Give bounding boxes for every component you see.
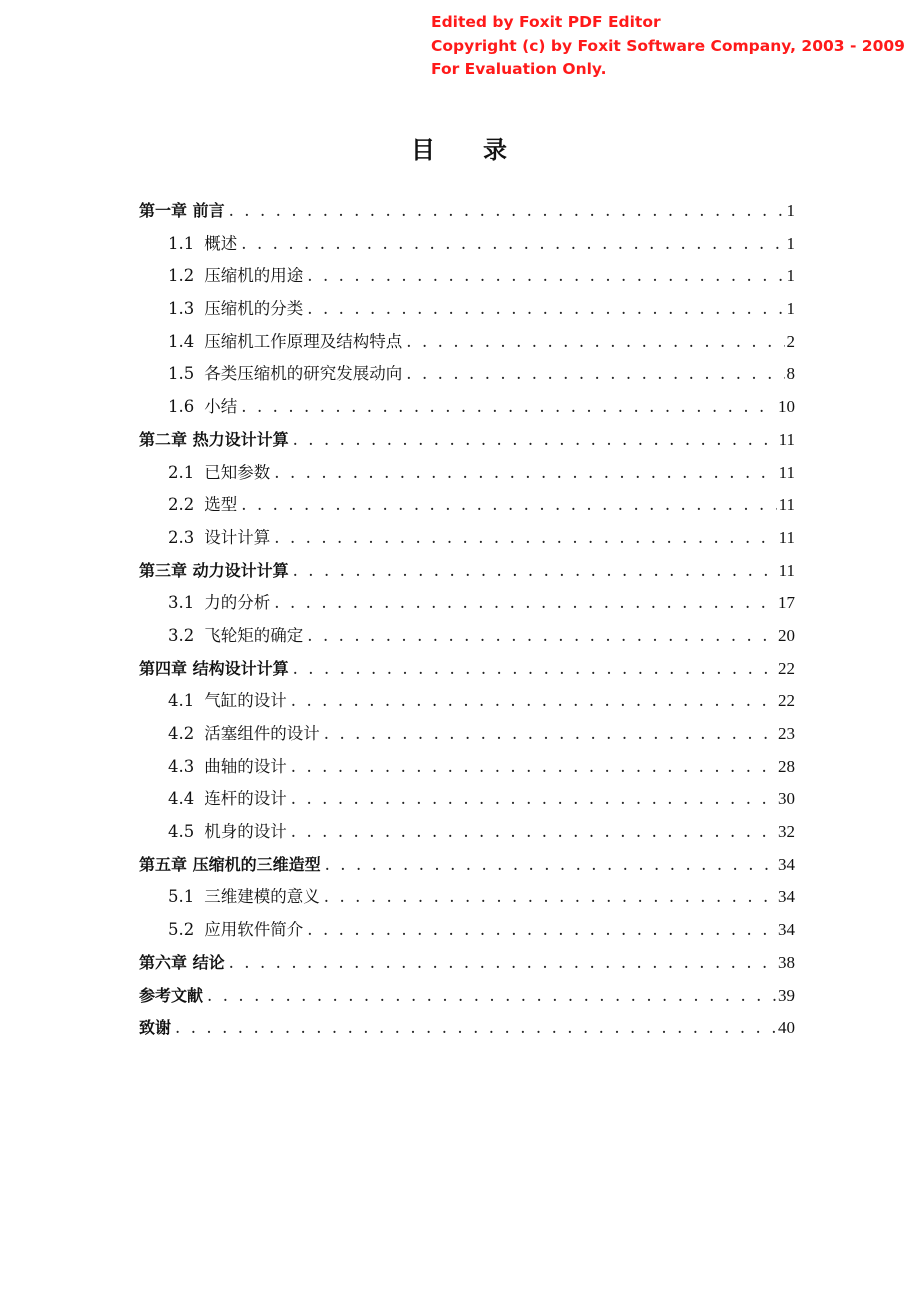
- toc-entry-number: 1.1: [168, 233, 195, 253]
- toc-entry-number: 1.4: [168, 331, 195, 351]
- toc-section-entry[interactable]: [139, 293, 795, 326]
- watermark-line: Edited by Foxit PDF Editor: [431, 13, 661, 31]
- title-char: 录: [483, 136, 509, 164]
- toc-dot-leader: [291, 816, 776, 849]
- toc-dot-leader: [291, 751, 776, 784]
- toc-page-number: 1: [786, 299, 795, 319]
- table-of-contents: [139, 195, 795, 1045]
- watermark-line: For Evaluation Only.: [431, 60, 607, 78]
- toc-dot-leader: [274, 587, 776, 620]
- toc-section-entry[interactable]: [139, 326, 795, 359]
- toc-dot-leader: [207, 980, 776, 1013]
- toc-dot-leader: [307, 914, 776, 947]
- toc-entry-number: 4.3: [168, 756, 195, 776]
- toc-dot-leader: [406, 358, 784, 391]
- toc-entry-label: 力的分析: [204, 593, 271, 613]
- toc-entry-number: 1.2: [168, 266, 195, 286]
- toc-entry-label: 参考文献: [139, 985, 204, 1005]
- toc-dot-leader: [175, 1012, 776, 1045]
- toc-entry-label: 压缩机的分类: [204, 299, 304, 319]
- toc-section-entry[interactable]: [139, 914, 795, 947]
- toc-entry-label: 选型: [204, 495, 238, 515]
- toc-section-entry[interactable]: [139, 751, 795, 784]
- toc-chapter-entry[interactable]: [139, 424, 795, 457]
- toc-page-number: 22: [778, 658, 795, 678]
- toc-dot-leader: [274, 457, 776, 490]
- toc-dot-leader: [229, 947, 776, 980]
- toc-entry-label: 第五章 压缩机的三维造型: [139, 854, 321, 874]
- toc-entry-number: 4.1: [168, 691, 195, 711]
- toc-entry-label: 活塞组件的设计: [204, 724, 320, 743]
- toc-entry-label: 曲轴的设计: [204, 756, 287, 776]
- toc-entry-label: 气缸的设计: [204, 691, 287, 711]
- toc-page-number: 28: [778, 756, 795, 776]
- toc-section-entry[interactable]: [139, 816, 795, 849]
- toc-dot-leader: [324, 718, 776, 751]
- toc-entry-label: 应用软件简介: [204, 920, 304, 940]
- toc-entry-label: 压缩机工作原理及结构特点: [204, 331, 403, 351]
- toc-page-number: 1: [786, 233, 795, 253]
- toc-entry-label: 连杆的设计: [204, 789, 287, 809]
- toc-section-entry[interactable]: [139, 685, 795, 718]
- toc-section-entry[interactable]: [139, 489, 795, 522]
- toc-page-number: 1: [786, 201, 795, 220]
- toc-chapter-entry[interactable]: [139, 980, 795, 1013]
- toc-page-number: 32: [778, 822, 795, 842]
- toc-dot-leader: [293, 653, 776, 686]
- toc-dot-leader: [325, 849, 776, 882]
- toc-entry-label: 第四章 结构设计计算: [139, 658, 289, 678]
- toc-entry-label: 致谢: [139, 1018, 172, 1038]
- toc-page-number: 1: [786, 266, 795, 286]
- toc-dot-leader: [274, 522, 776, 555]
- toc-dot-leader: [291, 783, 776, 816]
- toc-dot-leader: [293, 555, 777, 588]
- toc-entry-number: 1.6: [168, 397, 195, 417]
- toc-entry-label: 三维建模的意义: [204, 887, 320, 907]
- toc-dot-leader: [241, 228, 784, 261]
- toc-entry-label: 第一章 前言: [139, 201, 225, 220]
- toc-section-entry[interactable]: [139, 783, 795, 816]
- toc-entry-label: 小结: [204, 397, 238, 417]
- toc-page-number: 11: [778, 560, 795, 580]
- page-title: [0, 130, 920, 165]
- toc-entry-number: 1.3: [168, 299, 195, 319]
- toc-page-number: 11: [778, 462, 795, 482]
- toc-section-entry[interactable]: [139, 881, 795, 914]
- toc-section-entry[interactable]: [139, 391, 795, 424]
- toc-entry-label: 压缩机的用途: [204, 266, 304, 286]
- toc-entry-label: 第三章 动力设计计算: [139, 560, 289, 580]
- toc-entry-label: 已知参数: [204, 462, 271, 482]
- toc-page-number: 34: [778, 920, 795, 940]
- toc-page-number: 20: [778, 625, 795, 645]
- toc-page-number: 39: [778, 985, 795, 1005]
- toc-dot-leader: [291, 685, 776, 718]
- toc-section-entry[interactable]: [139, 587, 795, 620]
- toc-entry-number: 5.2: [168, 920, 195, 940]
- toc-entry-label: 设计计算: [204, 527, 271, 547]
- toc-section-entry[interactable]: [139, 620, 795, 653]
- toc-page-number: 23: [778, 724, 795, 743]
- toc-entry-label: 概述: [204, 233, 238, 253]
- toc-page-number: 11: [778, 429, 795, 449]
- toc-entry-number: 3.1: [168, 593, 195, 613]
- toc-entry-number: 1.5: [168, 364, 195, 384]
- toc-section-entry[interactable]: [139, 522, 795, 555]
- toc-chapter-entry[interactable]: [139, 1012, 795, 1045]
- title-char: 目: [411, 136, 437, 164]
- toc-dot-leader: [241, 489, 776, 522]
- toc-dot-leader: [293, 424, 777, 457]
- toc-page-number: 8: [786, 364, 795, 384]
- toc-entry-number: 5.1: [168, 887, 195, 907]
- toc-page-number: 22: [778, 691, 795, 711]
- toc-dot-leader: [307, 293, 784, 326]
- toc-chapter-entry[interactable]: [139, 653, 795, 686]
- toc-dot-leader: [307, 260, 784, 293]
- toc-page-number: 34: [778, 854, 795, 874]
- toc-page-number: 40: [778, 1018, 795, 1038]
- toc-entry-label: 第二章 热力设计计算: [139, 429, 289, 449]
- toc-page-number: 11: [778, 527, 795, 547]
- toc-entry-number: 4.5: [168, 822, 195, 842]
- toc-section-entry[interactable]: [139, 457, 795, 490]
- toc-entry-label: 机身的设计: [204, 822, 287, 842]
- toc-page-number: 11: [778, 495, 795, 515]
- toc-section-entry[interactable]: [139, 718, 795, 751]
- toc-page-number: 17: [778, 593, 795, 613]
- toc-entry-number: 2.3: [168, 527, 195, 547]
- toc-entry-number: 2.2: [168, 495, 195, 515]
- toc-dot-leader: [324, 881, 776, 914]
- watermark-line: Copyright (c) by Foxit Software Company, 2003 - 2009: [431, 36, 905, 55]
- toc-page-number: 2: [786, 331, 795, 351]
- toc-section-entry[interactable]: [139, 228, 795, 261]
- foxit-watermark: [431, 11, 917, 82]
- toc-entry-number: 4.4: [168, 789, 195, 809]
- toc-section-entry[interactable]: [139, 358, 795, 391]
- toc-chapter-entry[interactable]: [139, 849, 795, 882]
- toc-page-number: 34: [778, 887, 795, 907]
- toc-section-entry[interactable]: [139, 260, 795, 293]
- toc-entry-label: 各类压缩机的研究发展动向: [204, 364, 403, 384]
- toc-page-number: 10: [778, 397, 795, 417]
- toc-dot-leader: [241, 391, 776, 424]
- toc-dot-leader: [406, 326, 784, 359]
- toc-entry-number: 2.1: [168, 462, 195, 482]
- toc-dot-leader: [229, 195, 785, 228]
- toc-entry-label: 第六章 结论: [139, 952, 225, 972]
- toc-chapter-entry[interactable]: [139, 195, 795, 228]
- toc-entry-number: 4.2: [168, 724, 195, 743]
- toc-page-number: 30: [778, 789, 795, 809]
- toc-entry-label: 飞轮矩的确定: [204, 625, 304, 645]
- toc-page-number: 38: [778, 952, 795, 972]
- toc-chapter-entry[interactable]: [139, 947, 795, 980]
- toc-entry-number: 3.2: [168, 625, 195, 645]
- toc-chapter-entry[interactable]: [139, 555, 795, 588]
- toc-dot-leader: [307, 620, 776, 653]
